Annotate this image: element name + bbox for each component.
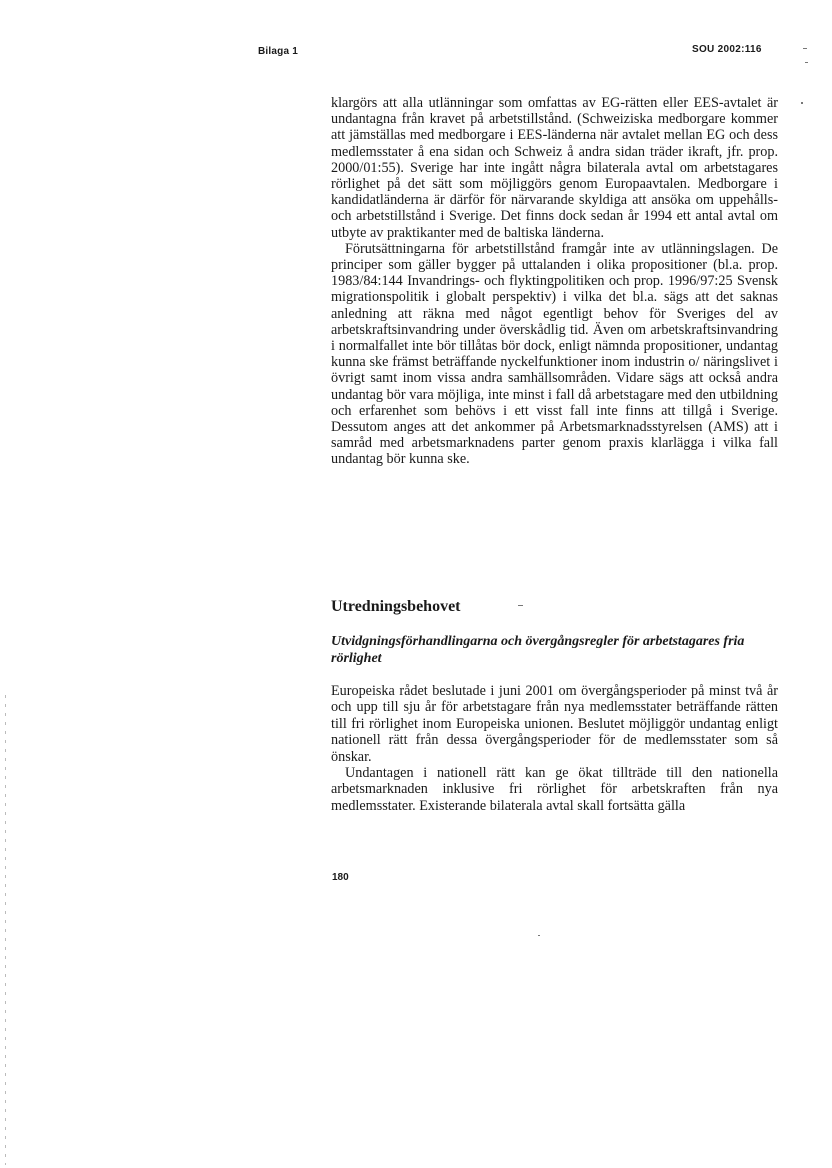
paragraph: Undantagen i nationell rätt kan ge ökat tillträde till den nationella arbetsmarknaden inklusive fri rörlighet för arbetskraften från nya medlemsstater. Existerande bilaterala avtal skall fortsätta gälla [331,765,778,814]
paragraph: klargörs att alla utlänningar som omfattas av EG-rätten eller EES-avtalet är undantagna från kravet på arbetstillstånd. (Schweiziska medborgare kommer att jämställas med medborgare i EES-länderna när avtalet mellan EG och dess medlemsstater å ena sidan och Schweiz å andra sidan träder ikraft, jfr. prop. 2000/01:55). Sverige har inte ingått några bilaterala avtal om arbetstagares rörlighet på det sätt som möjliggörs genom Europaavtalen. Medborgare i kandidatländerna är därför för närvarande skyldiga att ansöka om uppehålls- och arbetstillstånd i Sverige. Det finns dock sedan år 1994 ett antal avtal om utbyte av praktikanter med de baltiska länderna. [331,95,778,241]
paragraph: Europeiska rådet beslutade i juni 2001 om övergångsperioder på minst två år och upp till sju år för arbetstagare från nya medlemsstater beträffande rätten till fri rörlighet inom Europeiska unionen. Beslutet möjliggör undantag enligt nationell rätt från dessa övergångsperioder för de medlemsstater som så önskar. [331,683,778,765]
scan-speck [538,935,540,936]
sub-heading: Utvidgningsförhandlingarna och övergångsregler för arbetstagares fria rörlighet [331,634,745,666]
section-heading: Utredningsbehovet [331,598,461,615]
scan-speck [805,62,808,63]
body-text-block-2 [331,683,778,814]
running-header-right: SOU 2002:116 [692,44,762,55]
page-number: 180 [332,872,349,883]
scan-artifact-line [5,695,6,1165]
paragraph: Förutsättningarna för arbetstillstånd framgår inte av utlänningslagen. De principer som gäller bygger på uttalanden i olika propositioner (bl.a. prop. 1983/84:144 Invandrings- och flyktingpolitiken och prop. 1996/97:25 Svensk migrationspolitik i globalt perspektiv) i vilka det bl.a. sägs att det saknas anledning att räkna med något egentligt behov för Sveriges del av arbetskraftsinvandring under överskådlig tid. Även om arbetskraftsinvandring i normalfallet inte bör tillåtas bör dock, enligt nämnda propositioner, undantag kunna ske främst beträffande nyckelfunktioner inom industrin o/ näringslivet i övrigt samt inom vissa andra samhällsområden. Vidare sägs att också andra undantag bör vara möjliga, inte minst i fall då arbetstagare med den utbildning och erfarenhet som behövs i ett visst fall inte finns att tillgå i Sverige. Dessutom anges att det ankommer på Arbetsmarknadsstyrelsen (AMS) att i samråd med arbetsmarknadens parter genom praxis klarlägga i vilka fall undantag bör kunna ske. [331,240,778,468]
scan-speck [803,48,807,49]
scan-speck [518,605,523,606]
body-text-block [331,95,778,468]
scan-speck [801,102,803,104]
running-header-left: Bilaga 1 [258,46,298,57]
